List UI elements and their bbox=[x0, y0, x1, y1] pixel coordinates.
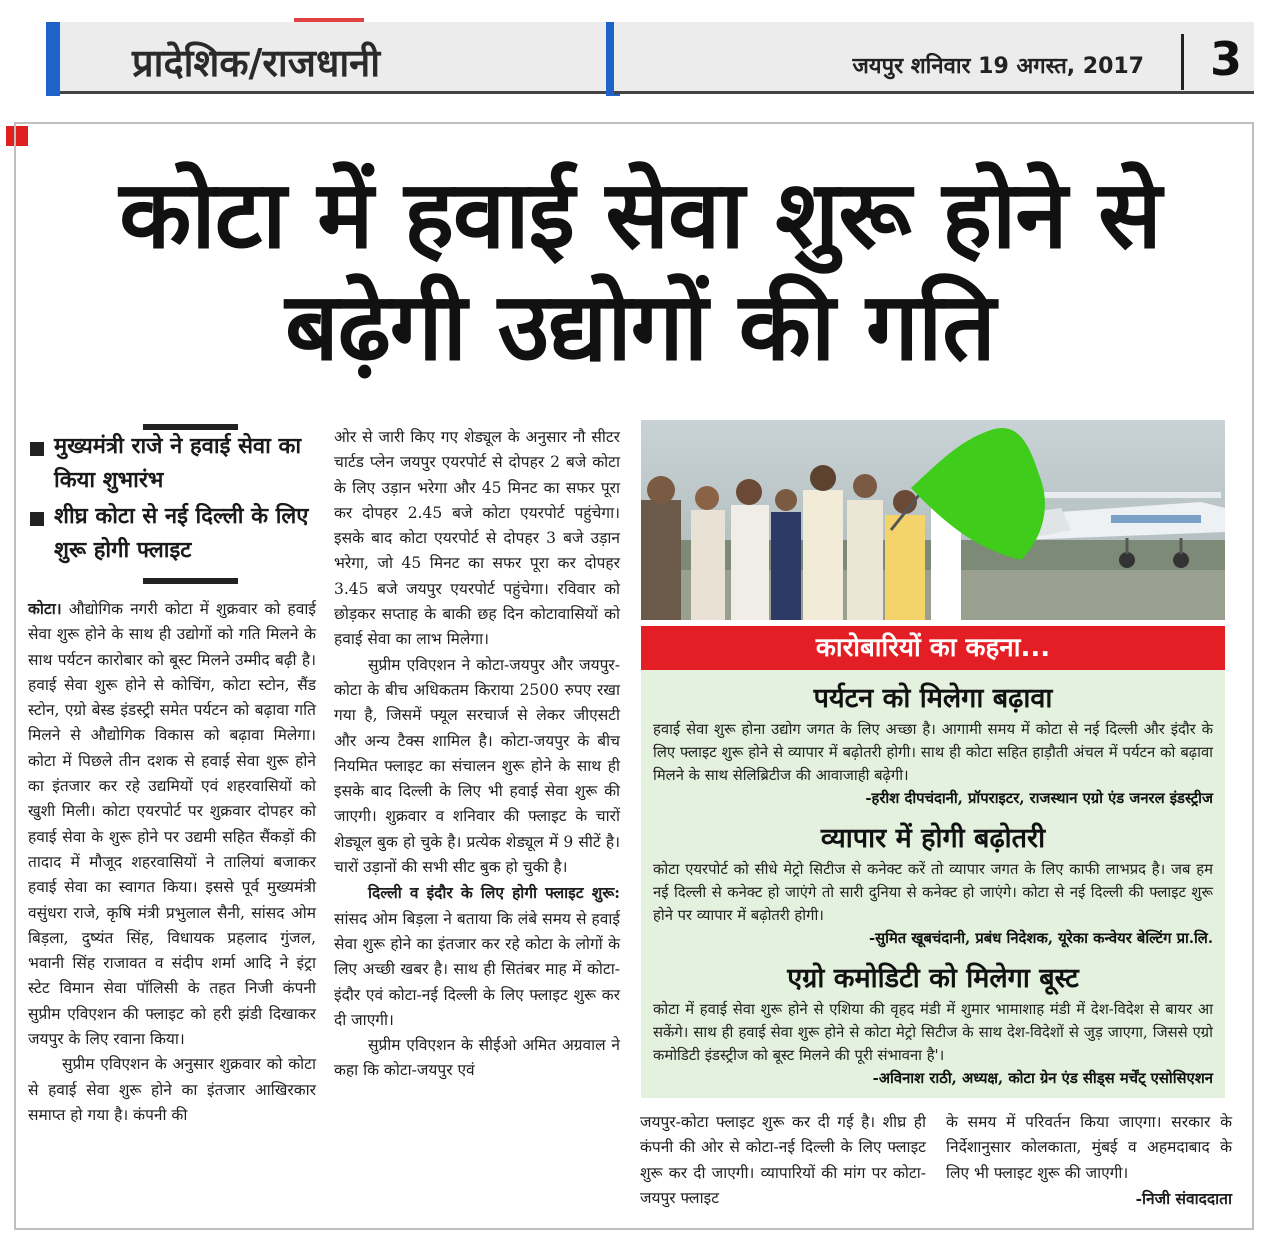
quote-author: -हरीश दीपचंदानी, प्रॉपराइटर, राजस्थान एग्रो एंड जनरल इंडस्ट्रीज bbox=[865, 790, 1213, 807]
masthead-divider bbox=[1181, 34, 1184, 90]
quote-author: -सुमित खूबचंदानी, प्रबंध निदेशक, यूरेका कन्वेयर बेल्टिंग प्रा.लि. bbox=[868, 930, 1213, 947]
opinion-quote bbox=[641, 680, 1225, 810]
article-paragraph: सुप्रीम एविएशन के सीईओ अमित अग्रवाल ने कहा कि कोटा-जयपुर एवं bbox=[334, 1036, 620, 1080]
article-paragraph: सुप्रीम एविएशन के अनुसार शुक्रवार को कोटा से हवाई सेवा शुरू होने का इंतजार आखिरकार समाप्त हो गया है। कंपनी की bbox=[28, 1055, 316, 1124]
article-paragraph: ओर से जारी किए गए शेड्यूल के अनुसार नौ सीटर चार्टड प्लेन जयपुर एयरपोर्ट से दोपहर 2 बजे कोटा के लिए उड़ान भरेगा और 45 मिनट का सफर पूरा कर दोपहर 2.45 बजे कोटा एयरपोर्ट पहुंचेगा। इसके बाद कोटा एयरपोर्ट से दोपहर 3 बजे उड़ान भरेगा, जो 45 मिनट का सफर पूरा कर दोपहर 3.45 बजे जयपुर एयरपोर्ट पहुंचेगा। रविवार को छोड़कर सप्ताह के बाकी छह दिन कोटावासियों को हवाई सेवा का लाभ मिलेगा। bbox=[334, 428, 620, 649]
business-opinion-box bbox=[641, 626, 1225, 1098]
section-title: प्रादेशिक/राजधानी bbox=[132, 41, 381, 85]
section-header bbox=[54, 22, 614, 94]
article-column-4 bbox=[946, 1110, 1232, 1211]
quote-text: कोटा में हवाई सेवा शुरू होने से एशिया की वृहद मंडी में शुमार भामाशाह मंडी में देश-विदेश से बायर आ सकेंगे। साथ ही हवाई सेवा शुरू होने से कोटा मेट्रो सिटीज के साथ देश-विदेशों से जुड़ जाएगा, जिससे एग्रो कमोडिटी इंडस्ट्रीज को बूस्ट मिलने की पूरी संभावना है'। bbox=[653, 1001, 1213, 1064]
dateline-header bbox=[614, 22, 1254, 94]
opinion-banner: कारोबारियों का कहना... bbox=[641, 626, 1225, 670]
news-photo bbox=[641, 420, 1225, 620]
issue-date: जयपुर शनिवार 19 अगस्त, 2017 bbox=[852, 54, 1144, 79]
quote-author: -अविनाश राठी, अध्यक्ष, कोटा ग्रेन एंड सीड्स मर्चेंट् एसोसिएशन bbox=[872, 1070, 1213, 1087]
quote-text: हवाई सेवा शुरू होना उद्योग जगत के लिए अच्छा है। आगामी समय में कोटा से नई दिल्ली और इंदौर के लिए फ्लाइट शुरू होने से व्यापार में बढ़ोतरी होगी। साथ ही कोटा सहित हाड़ौती अंचल में पर्यटन को बढ़ावा मिलने के साथ सेलिब्रिटीज की आवाजाही बढ़ेगी। bbox=[653, 721, 1213, 784]
highlights-box bbox=[28, 430, 323, 570]
article-dateline: कोटा। bbox=[28, 599, 62, 618]
highlights-rule-bottom bbox=[143, 578, 238, 584]
highlight-item: शीघ्र कोटा से नई दिल्ली के लिए शुरू होगी फ्लाइट bbox=[28, 500, 323, 568]
article-column-3 bbox=[640, 1110, 926, 1211]
highlight-item: मुख्यमंत्री राजे ने हवाई सेवा का किया शुभारंभ bbox=[28, 430, 323, 498]
masthead bbox=[14, 14, 1254, 94]
quote-heading: व्यापार में होगी बढ़ोतरी bbox=[820, 823, 1046, 854]
masthead-accent-left bbox=[46, 22, 60, 96]
flag-off-illustration bbox=[641, 420, 1225, 620]
article-subhead: दिल्ली व इंदौर के लिए होगी फ्लाइट शुरू: bbox=[368, 883, 620, 903]
article-column-1 bbox=[28, 596, 316, 1128]
article-column-2 bbox=[334, 425, 620, 1084]
article-paragraph: सुप्रीम एविएशन ने कोटा-जयपुर और जयपुर-कोटा के बीच अधिकतम किराया 2500 रुपए रखा गया है, जिसमें फ्यूल सरचार्ज से लेकर जीएसटी और अन्य टैक्स शामिल है। कोटा-जयपुर के बीच नियमित फ्लाइट का संचालन शुरू होने के साथ ही इसके बाद दिल्ली के लिए भी हवाई सेवा शुरू की जाएगी। शुक्रवार व शनिवार की फ्लाइट के चारों शेड्यूल बुक हो चुके है। प्रत्येक शेड्यूल में 9 सीटें है। चारों उड़ानों की सभी सीट बुक हो चुकी है। bbox=[334, 655, 620, 877]
quote-heading: पर्यटन को मिलेगा बढ़ावा bbox=[813, 683, 1053, 714]
headline: कोटा में हवाई सेवा शुरू होने से बढ़ेगी उद्योगों की गति bbox=[119, 161, 1161, 382]
article-paragraph: सांसद ओम बिड़ला ने बताया कि लंबे समय से हवाई सेवा शुरू होने का इंतजार कर रहे कोटा के लोगों के लिए अच्छी खबर है। साथ ही सितंबर माह में कोटा-इंदौर एवं कोटा-नई दिल्ली के लिए फ्लाइट शुरू कर दी जाएगी। bbox=[334, 909, 620, 1029]
byline-credit: -निजी संवाददाता bbox=[1135, 1188, 1232, 1208]
quote-heading: एग्रो कमोडिटी को मिलेगा बूस्ट bbox=[787, 963, 1079, 994]
masthead-accent-top bbox=[294, 18, 364, 22]
page-number: 3 bbox=[1209, 32, 1242, 86]
opinion-quote bbox=[641, 960, 1225, 1090]
quote-text: कोटा एयरपोर्ट को सीधे मेट्रो सिटीज से कनेक्ट करें तो व्यापार जगत के लिए काफी लाभप्रद है। जब हम नई दिल्ली से कनेक्ट हो जाएंगे तो सारी दुनिया से कनेक्ट हो जाएंगे। कोटा से नई दिल्ली की फ्लाइट शुरू होने पर व्यापार में बढ़ोतरी होगी। bbox=[653, 861, 1213, 924]
article-paragraph: जयपुर-कोटा फ्लाइट शुरू कर दी गई है। शीघ्र ही कंपनी की ओर से कोटा-नई दिल्ली के लिए फ्लाइट शुरू कर दी जाएगी। व्यापारियों की मांग पर कोटा-जयपुर फ्लाइट bbox=[640, 1113, 926, 1207]
article-paragraph: के समय में परिवर्तन किया जाएगा। सरकार के निर्देशानुसार कोलकाता, मुंबई व अहमदाबाद के लिए भी फ्लाइट शुरू की जाएगी। bbox=[946, 1113, 1232, 1182]
opinion-quote bbox=[641, 820, 1225, 950]
article-paragraph: औद्योगिक नगरी कोटा में शुक्रवार को हवाई सेवा शुरू होने के साथ ही उद्योगों को गति मिलने के साथ पर्यटन कारोबार को बूस्ट मिलने उम्मीद बढ़ी है। हवाई सेवा शुरू होने से कोचिंग, कोटा स्टोन, सैंड स्टोन, एग्रो बेस्ड इंडस्ट्री समेत पर्यटन को बढ़ावा गति मिलने से औद्योगिक विकास को बढ़ावा मिलेगा। कोटा में पिछले तीन दशक से हवाई सेवा शुरू होने का इंतजार कर रहे उद्यमियों एवं शहरवासियों को खुशी मिली। कोटा एयरपोर्ट पर शुक्रवार दोपहर को हवाई सेवा के शुरू होने पर उद्यमी सहित सैंकड़ों की तादाद में मौजूद शहरवासियों ने तालियां बजाकर हवाई सेवा का स्वागत किया। इससे पूर्व मुख्यमंत्री वसुंधरा राजे, कृषि मंत्री प्रभुलाल सैनी, सांसद ओम बिड़ला, दुष्यंत सिंह, विधायक प्रहलाद गुंजल, भवानी सिंह राजावत व संदीप शर्मा आदि ने इंट्रा स्टेट विमान सेवा पॉलिसी के तहत निजी कंपनी सुप्रीम एविएशन की फ्लाइट को हरी झंडी दिखाकर जयपुर के लिए रवाना किया। bbox=[28, 600, 316, 1049]
